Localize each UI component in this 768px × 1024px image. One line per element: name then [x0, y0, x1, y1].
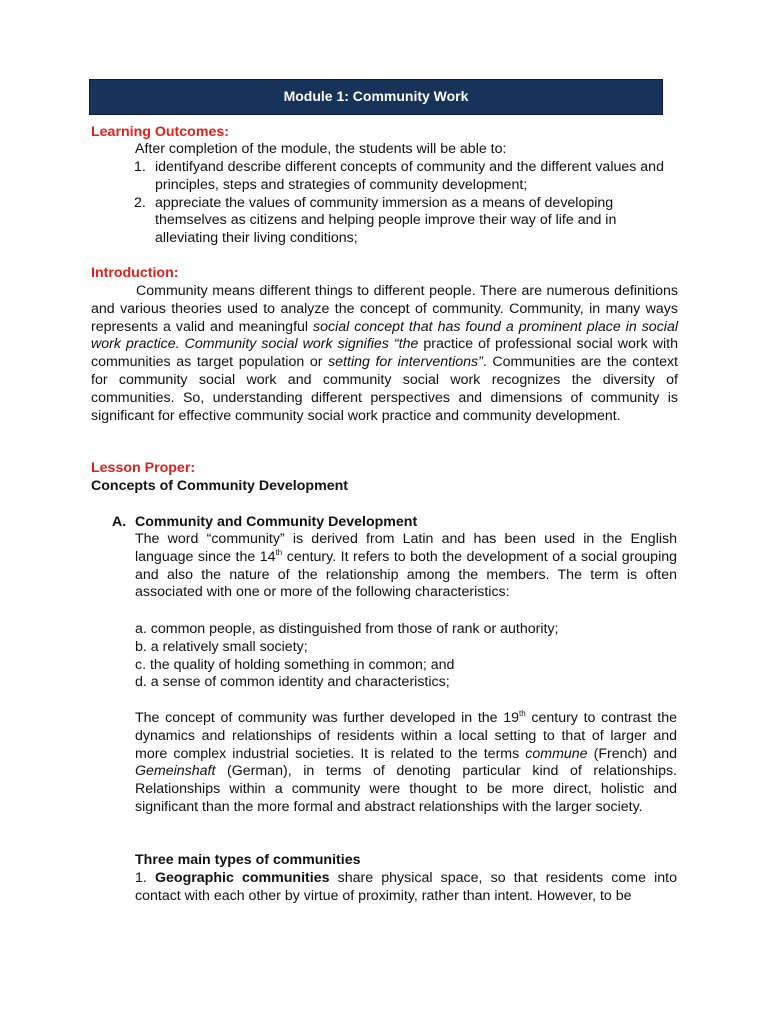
section-a-label: A.	[112, 514, 127, 530]
intro-italic: the	[398, 336, 419, 353]
section-a-title: Community and Community Development	[135, 514, 418, 530]
outcome-text: appreciate the values of community immersion as a means of developing themselves as citizens and helping people improve their way of life and in alleviating their living conditions;	[155, 194, 617, 247]
outcome-item	[134, 159, 682, 195]
learning-outcomes-intro: After completion of the module, the students will be able to:	[135, 141, 507, 157]
section-a-paragraph-2	[135, 710, 677, 817]
outcome-item	[134, 195, 682, 248]
outcome-text: identifyand describe different concepts of community and the different values and principles, steps and strategies of community development;	[155, 159, 664, 193]
section-text: century. It refers to both the development of a social grouping and also the nature of the relationship among the members. The term is often associated with one or more of the following characteristics:	[135, 548, 677, 601]
section-text: share physical space, so that residents come into contact with each other by virtue of proximity, rather than intent. However, to be	[135, 870, 677, 904]
learning-outcomes-heading: Learning Outcomes:	[91, 124, 229, 140]
introduction-paragraph	[91, 283, 678, 425]
section-a-paragraph-1	[135, 531, 677, 602]
outcome-number: 1.	[134, 159, 146, 175]
type-title: Geographic communities	[155, 870, 330, 886]
intro-italic: setting for interventions”	[328, 354, 483, 371]
type-1-paragraph	[135, 870, 677, 906]
section-text: (French) and	[587, 745, 677, 762]
type-number: 1.	[135, 870, 147, 886]
intro-text: Community means different things to different people. There are numerous definitions and various theories used to analyze the concept of community. Community, in many ways represents a valid and meaningful	[91, 283, 678, 335]
section-text: The concept of community was further developed in the 19	[135, 710, 520, 726]
introduction-heading: Introduction:	[91, 265, 179, 281]
list-item: b. a relatively small society;	[135, 638, 308, 655]
section-text: century to contrast the dynamics and relationships of residents within a local setting to that of larger and more complex industrial societies. It is related to the terms	[135, 710, 677, 762]
section-text: (German), in terms of denoting particular kind of relationships. Relationships within a community were thought to be more direct, holistic and significant than the more formal and abstract relationships with the larger society.	[135, 763, 677, 815]
types-heading: Three main types of communities	[135, 852, 361, 868]
intro-text: . Communities are the context for community social work and community social work recognizes the diversity of communities. So, understanding different perspectives and dimensions of community is significant for effective community social work practice and community development.	[91, 354, 678, 424]
list-item: d. a sense of common identity and characteristics;	[135, 674, 450, 691]
section-italic: commune	[525, 745, 588, 762]
lesson-subheading: Concepts of Community Development	[91, 478, 348, 494]
module-title: Module 1: Community Work	[283, 88, 469, 105]
learning-outcomes-list	[134, 159, 682, 248]
section-italic: Gemeinshaft	[135, 763, 216, 780]
list-item: c. the quality of holding something in common; and	[135, 656, 455, 673]
intro-text: practice of professional social work with communities as target population or	[91, 336, 678, 371]
intro-italic: social concept that has found a prominent place in social work practice. Community social work signifies “	[91, 318, 678, 353]
superscript: th	[275, 547, 283, 557]
module-title-banner	[89, 79, 663, 115]
outcome-number: 2.	[134, 194, 146, 211]
lesson-proper-heading: Lesson Proper:	[91, 460, 196, 476]
characteristics-list	[135, 621, 677, 692]
section-text: The word “community” is derived from Latin and has been used in the English language since the 14	[135, 531, 677, 565]
superscript: th	[519, 709, 526, 718]
list-item: a. common people, as distinguished from those of rank or authority;	[135, 621, 559, 637]
